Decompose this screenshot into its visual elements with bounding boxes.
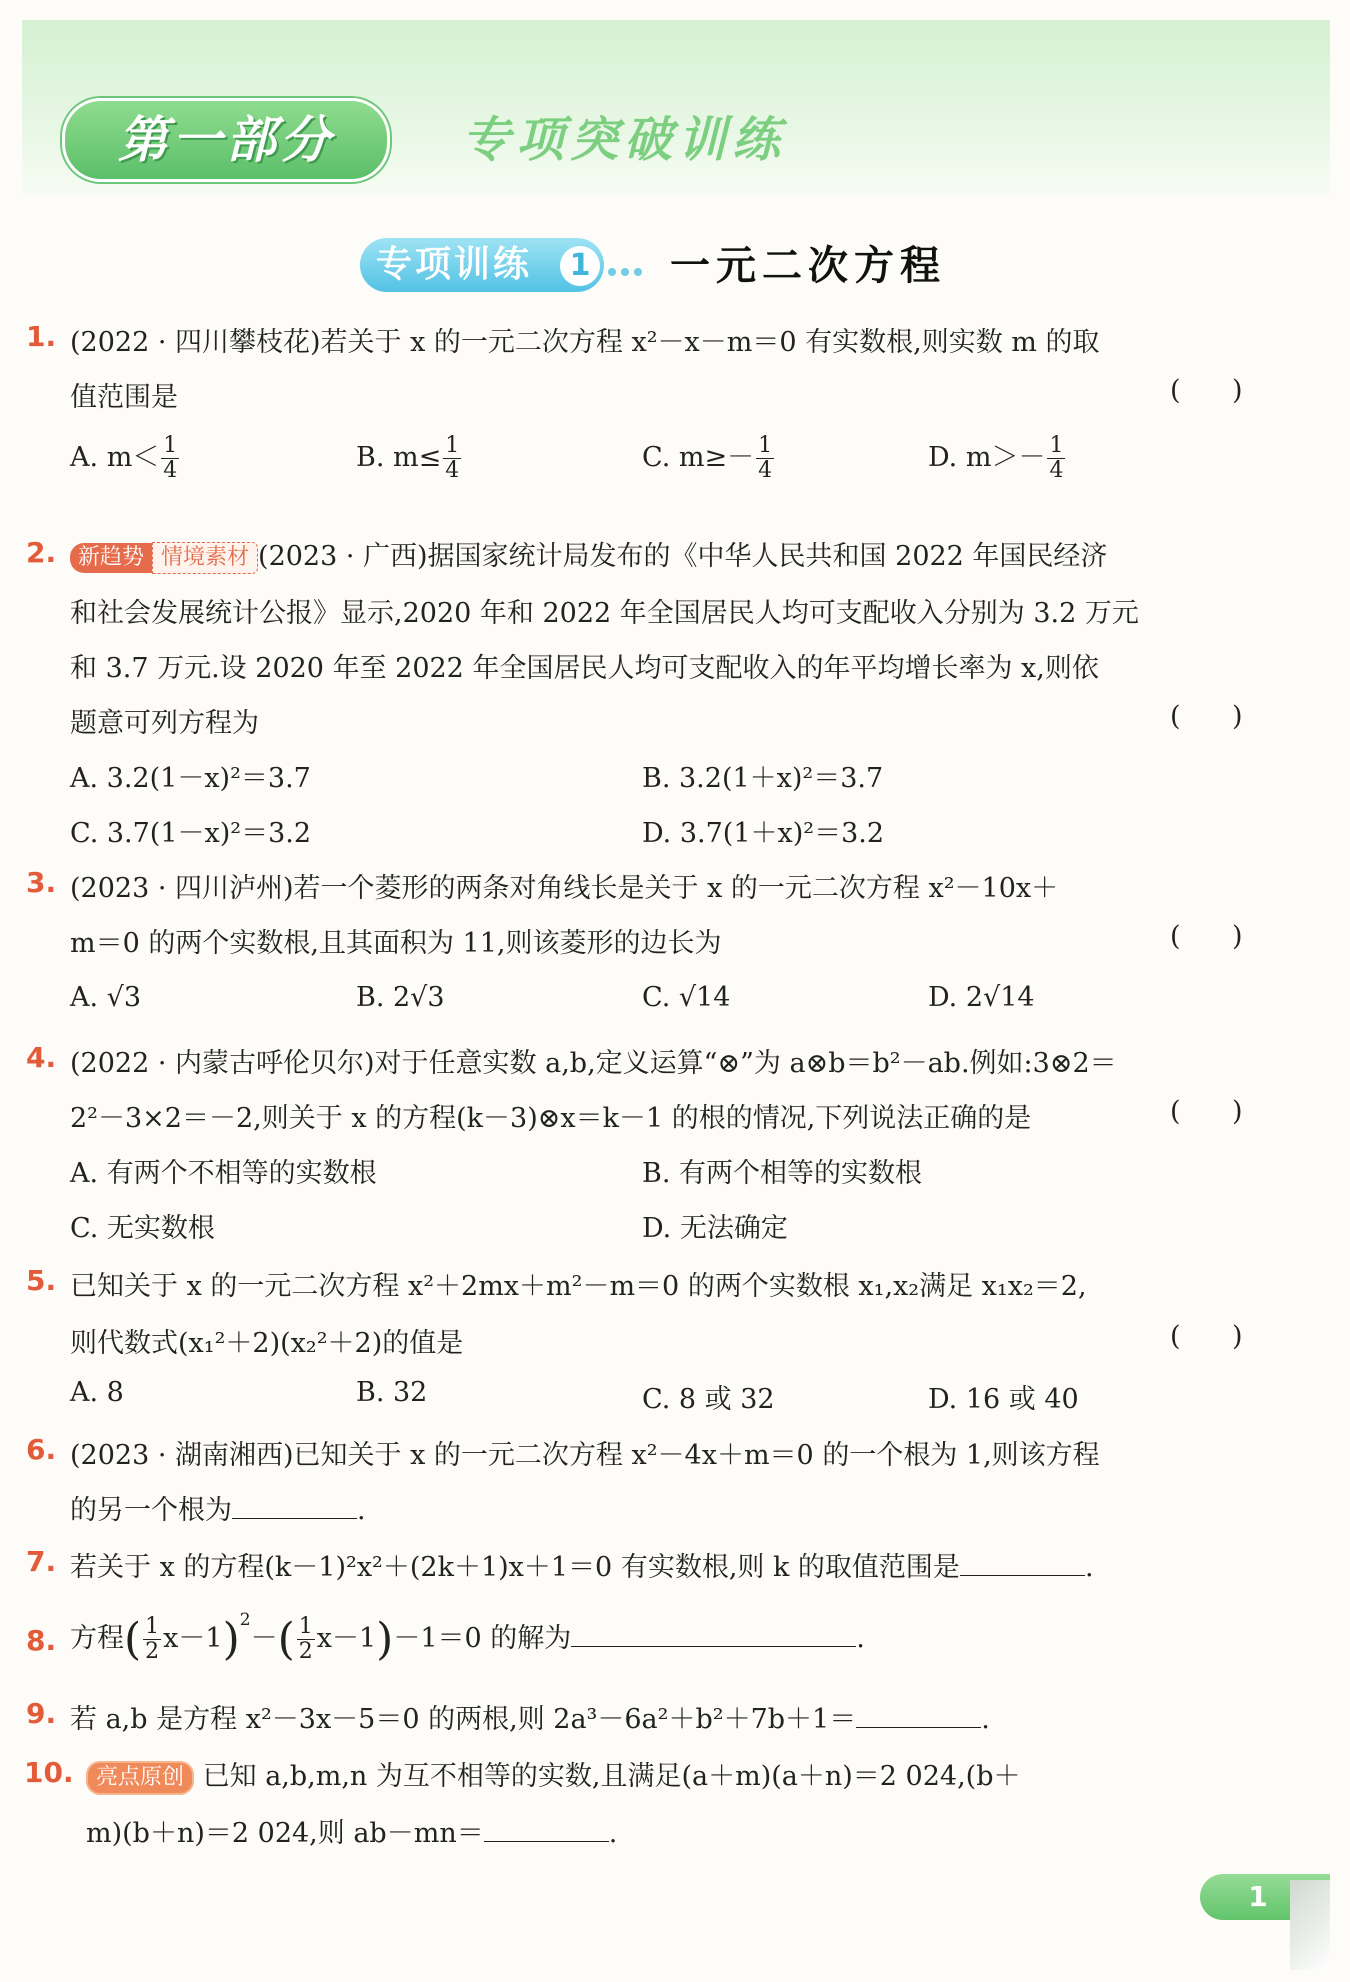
question-text: 若关于 x 的方程(k－1)²x²＋(2k＋1)x＋1＝0 有实数根,则 k 的取值范围是 . <box>70 1552 1094 1583</box>
option-b[interactable]: B. 32 <box>356 1377 428 1408</box>
question-text: 值范围是 <box>70 382 178 413</box>
question-number: 1. <box>26 320 57 353</box>
question-text: m＝0 的两个实数根,且其面积为 11,则该菱形的边长为 <box>70 928 722 959</box>
section-label: 专项训练 <box>376 244 533 285</box>
question-text: (2023 · 湖南湘西)已知关于 x 的一元二次方程 x²－4x＋m＝0 的一个根为 1,则该方程 <box>70 1440 1100 1471</box>
question-text: 题意可列方程为 <box>70 708 259 739</box>
trend-badge: 新趋势 <box>70 543 152 573</box>
answer-paren: ( ) <box>1170 375 1243 406</box>
question-text: (2022 · 四川攀枝花)若关于 x 的一元二次方程 x²－x－m＝0 有实数根,则实数 m 的取 <box>70 327 1100 358</box>
option-b[interactable]: B. 有两个相等的实数根 <box>642 1158 923 1189</box>
question-text: 则代数式(x₁²＋2)(x₂²＋2)的值是 <box>70 1328 464 1359</box>
option-a[interactable]: A. 有两个不相等的实数根 <box>70 1158 377 1189</box>
answer-blank[interactable] <box>571 1622 856 1647</box>
option-d[interactable]: D. 2√14 <box>928 982 1035 1013</box>
option-d[interactable]: D. 无法确定 <box>642 1213 788 1244</box>
part-label: 第一部分 <box>118 111 334 169</box>
option-c[interactable]: C. 无实数根 <box>70 1213 215 1244</box>
question-text: 若 a,b 是方程 x²－3x－5＝0 的两根,则 2a³－6a²＋b²＋7b＋1＝ . <box>70 1704 990 1735</box>
question-number: 2. <box>26 536 57 569</box>
page-number: 1 <box>1248 1880 1268 1913</box>
original-badge: 亮点原创 <box>86 1761 194 1795</box>
option-b[interactable]: B. 3.2(1＋x)²＝3.7 <box>642 763 884 794</box>
answer-blank[interactable] <box>856 1703 981 1728</box>
answer-paren: ( ) <box>1170 1096 1243 1127</box>
question-number: 9. <box>26 1697 57 1730</box>
option-d[interactable]: D. 16 或 40 <box>928 1384 1079 1415</box>
option-a[interactable]: A. 3.2(1－x)²＝3.7 <box>70 763 311 794</box>
question-text: 和社会发展统计公报》显示,2020 年和 2022 年全国居民人均可支配收入分别为 3.2 万元 <box>70 598 1139 629</box>
option-a[interactable]: A. m＜ $\frac{1}{4}$ <box>70 433 178 483</box>
question-number: 10. <box>24 1756 74 1789</box>
question-text: 方程( $\frac{1}{2}$ x－1)$^2$－( $\frac{1}{2}$ x－1)－1＝0 的解为 . <box>70 1610 865 1665</box>
answer-blank[interactable] <box>484 1817 609 1842</box>
question-text: (2022 · 内蒙古呼伦贝尔)对于任意实数 a,b,定义运算“⊗”为 a⊗b＝b²－ab.例如:3⊗2＝ <box>70 1048 1117 1079</box>
option-a[interactable]: A. √3 <box>70 982 142 1013</box>
question-number: 7. <box>26 1545 57 1578</box>
option-c[interactable]: C. m≥－ $\frac{1}{4}$ <box>642 433 773 483</box>
question-text: m)(b＋n)＝2 024,则 ab－mn＝ . <box>86 1818 618 1849</box>
section-number: 1 <box>560 246 600 286</box>
question-text: (2023 · 四川泸州)若一个菱形的两条对角线长是关于 x 的一元二次方程 x²－10x＋ <box>70 873 1059 904</box>
answer-paren: ( ) <box>1170 921 1243 952</box>
option-c[interactable]: C. 3.7(1－x)²＝3.2 <box>70 818 312 849</box>
answer-blank[interactable] <box>960 1551 1085 1576</box>
question-text: 亮点原创 已知 a,b,m,n 为互不相等的实数,且满足(a＋m)(a＋n)＝2 024,(b＋ <box>86 1754 1021 1795</box>
section-title: 一元二次方程 <box>670 242 946 289</box>
answer-paren: ( ) <box>1170 701 1243 732</box>
answer-paren: ( ) <box>1170 1321 1243 1352</box>
option-c[interactable]: C. √14 <box>642 982 731 1013</box>
part-title: 专项突破训练 <box>462 112 787 168</box>
option-a[interactable]: A. 8 <box>70 1377 124 1408</box>
answer-blank[interactable] <box>232 1494 357 1519</box>
context-badge: 情境素材 <box>152 542 258 574</box>
question-text: 已知关于 x 的一元二次方程 x²＋2mx＋m²－m＝0 的两个实数根 x₁,x₂满足 x₁x₂＝2, <box>70 1271 1087 1302</box>
question-number: 6. <box>26 1433 57 1466</box>
section-heading <box>0 230 1350 300</box>
question-number: 3. <box>26 866 57 899</box>
option-b[interactable]: B. 2√3 <box>356 982 445 1013</box>
question-number: 4. <box>26 1041 57 1074</box>
page-curl <box>1290 1880 1330 1970</box>
question-text: 和 3.7 万元.设 2020 年至 2022 年全国居民人均可支配收入的年平均增长率为 x,则依 <box>70 653 1099 684</box>
question-number: 5. <box>26 1264 57 1297</box>
question-text: 2²－3×2＝－2,则关于 x 的方程(k－3)⊗x＝k－1 的根的情况,下列说法正确的是 <box>70 1103 1032 1134</box>
option-d[interactable]: D. m＞－ $\frac{1}{4}$ <box>928 433 1064 483</box>
option-d[interactable]: D. 3.7(1＋x)²＝3.2 <box>642 818 885 849</box>
question-text: 新趋势 情境素材 (2023 · 广西)据国家统计局发布的《中华人民共和国 2022 年国民经济 <box>70 534 1107 574</box>
question-number: 8. <box>26 1624 57 1657</box>
option-c[interactable]: C. 8 或 32 <box>642 1384 775 1415</box>
dots-decoration <box>608 261 647 280</box>
question-text: 的另一个根为 . <box>70 1495 366 1526</box>
option-b[interactable]: B. m≤ $\frac{1}{4}$ <box>356 433 460 483</box>
